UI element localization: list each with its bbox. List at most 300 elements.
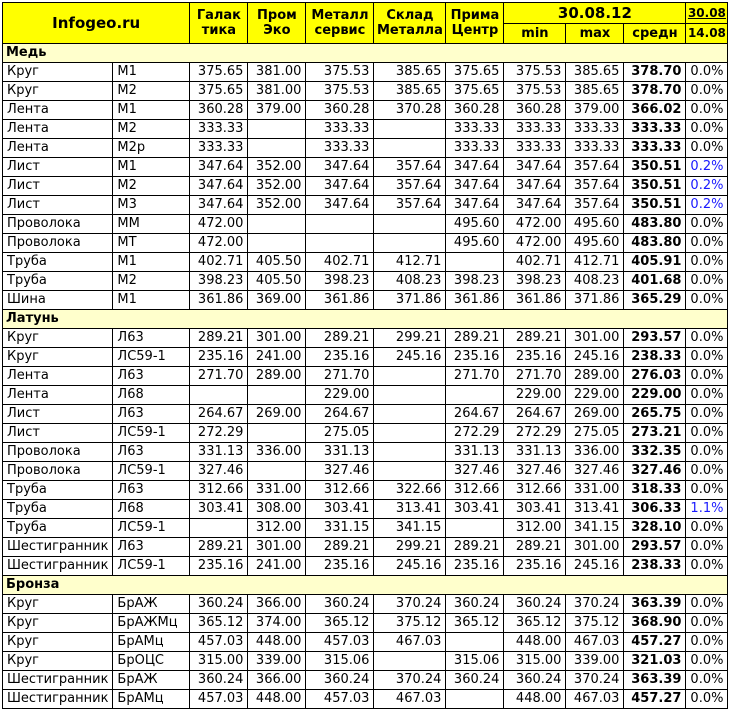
- section-title: Бронза: [3, 576, 728, 595]
- product-name: Круг: [3, 329, 113, 348]
- price-change: 0.0%: [686, 519, 728, 538]
- price-max: 495.60: [566, 234, 624, 253]
- supplier-price: [374, 234, 446, 253]
- supplier-price: 352.00: [248, 177, 306, 196]
- price-avg: 365.29: [624, 291, 686, 310]
- supplier-price: 331.15: [306, 519, 374, 538]
- col-header-line: сервис: [314, 23, 366, 38]
- product-name: Лист: [3, 177, 113, 196]
- supplier-price: 289.21: [190, 538, 248, 557]
- price-max: 385.65: [566, 63, 624, 82]
- supplier-price: 361.86: [306, 291, 374, 310]
- price-change: 0.0%: [686, 557, 728, 576]
- price-change: 0.2%: [686, 158, 728, 177]
- supplier-price: [248, 386, 306, 405]
- price-max: 301.00: [566, 538, 624, 557]
- table-row: [3, 63, 728, 82]
- product-grade: М3: [113, 196, 190, 215]
- col-header-line: Металл: [311, 8, 369, 23]
- supplier-price: 402.71: [190, 253, 248, 272]
- price-min: 448.00: [504, 690, 566, 709]
- supplier-price: 312.66: [306, 481, 374, 500]
- price-min: 312.66: [504, 481, 566, 500]
- col-header-line: Галак: [196, 8, 242, 23]
- product-grade: М2: [113, 82, 190, 101]
- price-min: 347.64: [504, 196, 566, 215]
- product-name: Шестигранник: [3, 671, 113, 690]
- supplier-price: 301.00: [248, 329, 306, 348]
- supplier-price: 235.16: [446, 557, 504, 576]
- supplier-price: [190, 386, 248, 405]
- supplier-price: 365.12: [306, 614, 374, 633]
- supplier-price: 347.64: [306, 158, 374, 177]
- table-row: [3, 215, 728, 234]
- table-row: [3, 462, 728, 481]
- col-header-max: max: [566, 24, 624, 44]
- supplier-price: 457.03: [306, 633, 374, 652]
- supplier-price: 313.41: [374, 500, 446, 519]
- col-header-avg: средн: [624, 24, 686, 44]
- supplier-price: 402.71: [306, 253, 374, 272]
- table-row: [3, 443, 728, 462]
- supplier-price: [248, 120, 306, 139]
- price-min: 327.46: [504, 462, 566, 481]
- price-max: 412.71: [566, 253, 624, 272]
- section-title: Латунь: [3, 310, 728, 329]
- supplier-price: [374, 367, 446, 386]
- price-max: 375.12: [566, 614, 624, 633]
- price-min: 448.00: [504, 633, 566, 652]
- price-max: 385.65: [566, 82, 624, 101]
- supplier-price: 398.23: [446, 272, 504, 291]
- price-avg: 350.51: [624, 196, 686, 215]
- price-change: 0.0%: [686, 652, 728, 671]
- price-avg: 333.33: [624, 120, 686, 139]
- product-grade: Л63: [113, 481, 190, 500]
- supplier-price: 375.12: [374, 614, 446, 633]
- supplier-price: [374, 424, 446, 443]
- supplier-price: 235.16: [190, 557, 248, 576]
- supplier-price: 333.33: [306, 120, 374, 139]
- price-min: 289.21: [504, 329, 566, 348]
- table-row: [3, 671, 728, 690]
- table-row: [3, 481, 728, 500]
- table-row: [3, 82, 728, 101]
- product-name: Лист: [3, 196, 113, 215]
- supplier-price: 457.03: [306, 690, 374, 709]
- price-avg: 333.33: [624, 139, 686, 158]
- supplier-price: [248, 215, 306, 234]
- supplier-price: 347.64: [446, 177, 504, 196]
- supplier-price: 271.70: [190, 367, 248, 386]
- supplier-price: 241.00: [248, 557, 306, 576]
- price-min: 472.00: [504, 234, 566, 253]
- price-min: 375.53: [504, 63, 566, 82]
- supplier-price: 333.33: [446, 139, 504, 158]
- supplier-price: [306, 215, 374, 234]
- price-change: 0.0%: [686, 348, 728, 367]
- supplier-price: 327.46: [306, 462, 374, 481]
- table-row: [3, 348, 728, 367]
- supplier-price: 360.24: [446, 595, 504, 614]
- supplier-price: 360.24: [190, 595, 248, 614]
- supplier-price: [248, 139, 306, 158]
- supplier-price: 271.70: [446, 367, 504, 386]
- product-grade: М1: [113, 253, 190, 272]
- supplier-price: [446, 633, 504, 652]
- supplier-price: 360.28: [446, 101, 504, 120]
- supplier-price: 322.66: [374, 481, 446, 500]
- table-row: [3, 614, 728, 633]
- price-avg: 321.03: [624, 652, 686, 671]
- price-change: 0.0%: [686, 63, 728, 82]
- supplier-price: 301.00: [248, 538, 306, 557]
- supplier-price: 375.65: [446, 63, 504, 82]
- supplier-price: [306, 234, 374, 253]
- change-header-top: 30.08: [686, 3, 728, 24]
- price-max: 341.15: [566, 519, 624, 538]
- supplier-price: 371.86: [374, 291, 446, 310]
- section-header-row: [3, 44, 728, 63]
- supplier-price: 272.29: [190, 424, 248, 443]
- supplier-price: 366.00: [248, 671, 306, 690]
- price-max: 327.46: [566, 462, 624, 481]
- table-row: [3, 538, 728, 557]
- supplier-price: 374.00: [248, 614, 306, 633]
- price-min: 360.24: [504, 671, 566, 690]
- supplier-price: 370.28: [374, 101, 446, 120]
- product-name: Шестигранник: [3, 538, 113, 557]
- supplier-price: 327.46: [446, 462, 504, 481]
- supplier-price: 264.67: [446, 405, 504, 424]
- col-header-min: min: [504, 24, 566, 44]
- supplier-price: 235.16: [306, 348, 374, 367]
- supplier-price: 245.16: [374, 348, 446, 367]
- price-avg: 457.27: [624, 633, 686, 652]
- table-row: [3, 291, 728, 310]
- product-name: Шестигранник: [3, 690, 113, 709]
- product-grade: БрАЖ: [113, 595, 190, 614]
- price-max: 245.16: [566, 348, 624, 367]
- supplier-price: 289.21: [446, 538, 504, 557]
- supplier-price: [248, 234, 306, 253]
- price-avg: 483.80: [624, 215, 686, 234]
- supplier-price: 357.64: [374, 196, 446, 215]
- supplier-price: 408.23: [374, 272, 446, 291]
- price-change: 0.0%: [686, 386, 728, 405]
- table-row: [3, 272, 728, 291]
- product-grade: М2р: [113, 139, 190, 158]
- price-max: 370.24: [566, 671, 624, 690]
- product-name: Труба: [3, 272, 113, 291]
- supplier-price: 289.21: [446, 329, 504, 348]
- price-avg: 378.70: [624, 63, 686, 82]
- price-table: [2, 2, 728, 709]
- supplier-price: 375.65: [446, 82, 504, 101]
- price-change: 0.0%: [686, 462, 728, 481]
- price-avg: 350.51: [624, 158, 686, 177]
- supplier-price: 375.53: [306, 82, 374, 101]
- supplier-price: 366.00: [248, 595, 306, 614]
- supplier-price: 472.00: [190, 215, 248, 234]
- price-change: 0.0%: [686, 120, 728, 139]
- product-name: Труба: [3, 519, 113, 538]
- supplier-price: 333.33: [190, 120, 248, 139]
- product-grade: БрОЦС: [113, 652, 190, 671]
- price-min: 347.64: [504, 177, 566, 196]
- product-grade: ЛС59-1: [113, 557, 190, 576]
- product-name: Лист: [3, 405, 113, 424]
- price-avg: 401.68: [624, 272, 686, 291]
- price-avg: 293.57: [624, 329, 686, 348]
- supplier-price: 467.03: [374, 633, 446, 652]
- product-name: Шестигранник: [3, 557, 113, 576]
- price-change: 0.0%: [686, 614, 728, 633]
- supplier-price: 467.03: [374, 690, 446, 709]
- col-header-promeko: [248, 3, 306, 44]
- price-change: 0.2%: [686, 196, 728, 215]
- change-header-bottom: 14.08: [686, 24, 728, 44]
- supplier-price: [446, 253, 504, 272]
- price-min: 229.00: [504, 386, 566, 405]
- price-change: 0.2%: [686, 177, 728, 196]
- section-header-row: [3, 310, 728, 329]
- product-grade: БрАМц: [113, 690, 190, 709]
- price-max: 313.41: [566, 500, 624, 519]
- supplier-price: [374, 405, 446, 424]
- product-grade: БрАМц: [113, 633, 190, 652]
- supplier-price: [248, 462, 306, 481]
- supplier-price: 495.60: [446, 215, 504, 234]
- supplier-price: 312.66: [446, 481, 504, 500]
- supplier-price: 331.00: [248, 481, 306, 500]
- supplier-price: 275.05: [306, 424, 374, 443]
- product-name: Лист: [3, 158, 113, 177]
- supplier-price: 360.28: [306, 101, 374, 120]
- price-max: 408.23: [566, 272, 624, 291]
- product-grade: БрАЖ: [113, 671, 190, 690]
- supplier-price: 370.24: [374, 671, 446, 690]
- supplier-price: 327.46: [190, 462, 248, 481]
- supplier-price: 341.15: [374, 519, 446, 538]
- supplier-price: 289.21: [190, 329, 248, 348]
- price-avg: 457.27: [624, 690, 686, 709]
- supplier-price: 398.23: [306, 272, 374, 291]
- price-change: 0.0%: [686, 538, 728, 557]
- supplier-price: 381.00: [248, 63, 306, 82]
- supplier-price: 299.21: [374, 329, 446, 348]
- supplier-price: [374, 139, 446, 158]
- product-name: Лист: [3, 424, 113, 443]
- col-header-line: Металла: [376, 23, 443, 38]
- table-row: [3, 557, 728, 576]
- price-change: 0.0%: [686, 424, 728, 443]
- product-name: Круг: [3, 82, 113, 101]
- supplier-price: 315.06: [306, 652, 374, 671]
- price-max: 467.03: [566, 633, 624, 652]
- supplier-price: 347.64: [446, 158, 504, 177]
- supplier-price: 331.13: [446, 443, 504, 462]
- table-row: [3, 367, 728, 386]
- price-change: 0.0%: [686, 671, 728, 690]
- price-min: 235.16: [504, 557, 566, 576]
- product-name: Проволока: [3, 234, 113, 253]
- price-change: 0.0%: [686, 101, 728, 120]
- price-min: 331.13: [504, 443, 566, 462]
- col-header-line: Прима: [450, 8, 500, 23]
- table-row: [3, 329, 728, 348]
- price-avg: 366.02: [624, 101, 686, 120]
- table-row: [3, 652, 728, 671]
- supplier-price: 289.00: [248, 367, 306, 386]
- price-min: 312.00: [504, 519, 566, 538]
- product-grade: М1: [113, 63, 190, 82]
- price-avg: 378.70: [624, 82, 686, 101]
- supplier-price: 365.12: [446, 614, 504, 633]
- supplier-price: 457.03: [190, 690, 248, 709]
- table-row: [3, 386, 728, 405]
- price-min: 360.28: [504, 101, 566, 120]
- price-max: 269.00: [566, 405, 624, 424]
- product-name: Лента: [3, 367, 113, 386]
- price-min: 303.41: [504, 500, 566, 519]
- supplier-price: [446, 690, 504, 709]
- supplier-price: 357.64: [374, 177, 446, 196]
- supplier-price: [374, 443, 446, 462]
- supplier-price: 347.64: [190, 177, 248, 196]
- price-change: 0.0%: [686, 82, 728, 101]
- date-header: 30.08.12: [504, 3, 686, 24]
- price-min: 375.53: [504, 82, 566, 101]
- price-avg: 238.33: [624, 557, 686, 576]
- supplier-price: 375.53: [306, 63, 374, 82]
- price-avg: 327.46: [624, 462, 686, 481]
- product-grade: Л63: [113, 443, 190, 462]
- supplier-price: 360.24: [306, 671, 374, 690]
- supplier-price: 264.67: [190, 405, 248, 424]
- supplier-price: 235.16: [306, 557, 374, 576]
- supplier-price: 229.00: [306, 386, 374, 405]
- supplier-price: 448.00: [248, 633, 306, 652]
- price-avg: 363.39: [624, 671, 686, 690]
- product-name: Лента: [3, 386, 113, 405]
- supplier-price: 360.24: [190, 671, 248, 690]
- price-change: 0.0%: [686, 481, 728, 500]
- supplier-price: [446, 519, 504, 538]
- supplier-price: 308.00: [248, 500, 306, 519]
- supplier-price: 303.41: [306, 500, 374, 519]
- supplier-price: 312.66: [190, 481, 248, 500]
- supplier-price: [374, 462, 446, 481]
- product-grade: Л63: [113, 367, 190, 386]
- price-min: 289.21: [504, 538, 566, 557]
- product-grade: Л63: [113, 538, 190, 557]
- price-max: 336.00: [566, 443, 624, 462]
- product-grade: М2: [113, 120, 190, 139]
- col-header-sklad-metalla: [374, 3, 446, 44]
- price-min: 264.67: [504, 405, 566, 424]
- col-header-metallservis: [306, 3, 374, 44]
- price-avg: 483.80: [624, 234, 686, 253]
- supplier-price: 312.00: [248, 519, 306, 538]
- price-avg: 350.51: [624, 177, 686, 196]
- product-name: Труба: [3, 481, 113, 500]
- price-avg: 306.33: [624, 500, 686, 519]
- col-header-line: Склад: [386, 8, 434, 23]
- product-name: Проволока: [3, 443, 113, 462]
- table-row: [3, 500, 728, 519]
- product-name: Круг: [3, 595, 113, 614]
- product-grade: МТ: [113, 234, 190, 253]
- col-header-line: Центр: [451, 23, 499, 38]
- col-header-prima-centr: [446, 3, 504, 44]
- price-max: 357.64: [566, 158, 624, 177]
- price-max: 379.00: [566, 101, 624, 120]
- price-min: 271.70: [504, 367, 566, 386]
- col-header-galaktika: [190, 3, 248, 44]
- product-name: Труба: [3, 253, 113, 272]
- product-name: Лента: [3, 120, 113, 139]
- header-row-top: [3, 3, 728, 24]
- supplier-price: 361.86: [190, 291, 248, 310]
- supplier-price: 495.60: [446, 234, 504, 253]
- supplier-price: 331.13: [190, 443, 248, 462]
- supplier-price: 361.86: [446, 291, 504, 310]
- product-grade: ЛС59-1: [113, 348, 190, 367]
- price-change: 0.0%: [686, 291, 728, 310]
- price-avg: 229.00: [624, 386, 686, 405]
- product-grade: ЛС59-1: [113, 519, 190, 538]
- supplier-price: 357.64: [374, 158, 446, 177]
- price-min: 333.33: [504, 139, 566, 158]
- price-min: 315.00: [504, 652, 566, 671]
- price-max: 357.64: [566, 196, 624, 215]
- price-avg: 276.03: [624, 367, 686, 386]
- product-name: Лента: [3, 101, 113, 120]
- site-logo[interactable]: Infogeo.ru: [3, 3, 190, 44]
- supplier-price: 315.06: [446, 652, 504, 671]
- supplier-price: 385.65: [374, 82, 446, 101]
- price-min: 402.71: [504, 253, 566, 272]
- supplier-price: 352.00: [248, 158, 306, 177]
- supplier-price: 333.33: [190, 139, 248, 158]
- price-change: 0.0%: [686, 367, 728, 386]
- supplier-price: 347.64: [306, 196, 374, 215]
- price-max: 301.00: [566, 329, 624, 348]
- supplier-price: 398.23: [190, 272, 248, 291]
- table-row: [3, 177, 728, 196]
- price-change: 0.0%: [686, 595, 728, 614]
- supplier-price: 347.64: [306, 177, 374, 196]
- product-name: Проволока: [3, 215, 113, 234]
- supplier-price: 289.21: [306, 538, 374, 557]
- price-avg: 332.35: [624, 443, 686, 462]
- price-min: 398.23: [504, 272, 566, 291]
- product-grade: ММ: [113, 215, 190, 234]
- supplier-price: 347.64: [190, 158, 248, 177]
- product-grade: БрАЖМц: [113, 614, 190, 633]
- supplier-price: 235.16: [446, 348, 504, 367]
- price-min: 347.64: [504, 158, 566, 177]
- supplier-price: [190, 519, 248, 538]
- supplier-price: 241.00: [248, 348, 306, 367]
- product-grade: М1: [113, 291, 190, 310]
- product-name: Труба: [3, 500, 113, 519]
- supplier-price: 303.41: [446, 500, 504, 519]
- price-max: 339.00: [566, 652, 624, 671]
- supplier-price: 457.03: [190, 633, 248, 652]
- table-row: [3, 139, 728, 158]
